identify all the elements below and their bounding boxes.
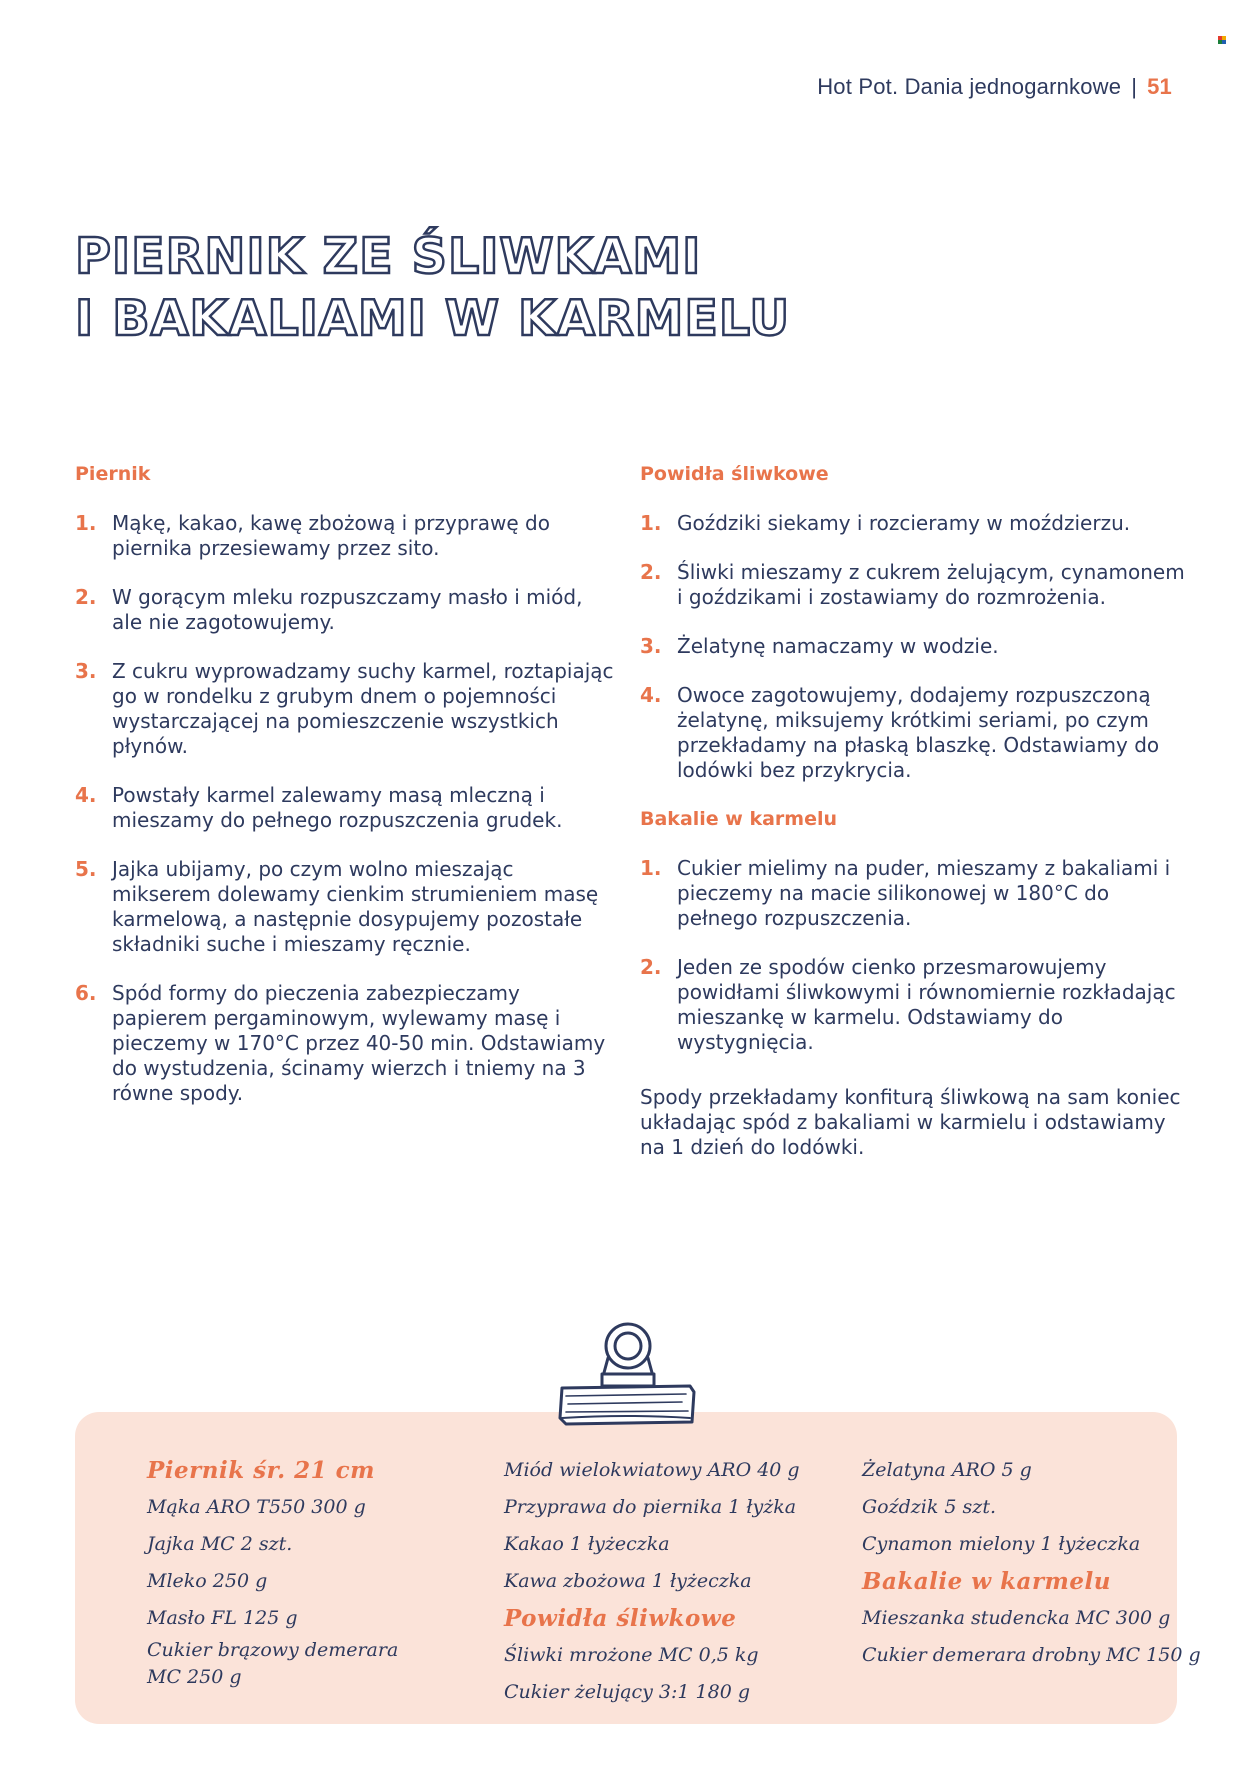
step-number: 4.	[75, 783, 97, 807]
step-item	[640, 955, 1185, 1055]
step-item	[75, 857, 615, 957]
ingredient-item: Jajka MC 2 szt.	[147, 1533, 293, 1555]
bakalie-steps	[640, 856, 1185, 1055]
step-item	[640, 856, 1185, 931]
right-column	[640, 460, 1185, 1180]
section-heading-piernik: Piernik	[75, 463, 151, 485]
step-item	[640, 683, 1185, 783]
ingredient-item: Mieszanka studencka MC 300 g	[862, 1607, 1171, 1629]
ingredient-item: Cukier brązowy demerara MC 250 g	[147, 1639, 399, 1688]
step-number: 3.	[640, 634, 662, 658]
step-item	[640, 511, 1185, 536]
recipe-title-line-2: I BAKALIAMI W KARMELU	[75, 290, 791, 347]
step-item	[75, 659, 615, 759]
header-section: Hot Pot. Dania jednogarnkowe	[817, 74, 1122, 99]
piernik-steps	[75, 511, 615, 1106]
ingredient-item: Żelatyna ARO 5 g	[862, 1459, 1032, 1481]
step-text: Powstały karmel zalewamy masą mleczną i mieszamy do pełnego rozpuszczenia grudek.	[112, 783, 563, 832]
ingredient-item: Cynamon mielony 1 łyżeczka	[862, 1533, 1141, 1555]
step-text: Jeden ze spodów cienko przesmarowujemy powidłami śliwkowymi i równomiernie rozkładając mieszankę w karmelu. Odstawiamy do wystygnięcia.	[677, 955, 1176, 1054]
recipe-title-line-1: PIERNIK ZE ŚLIWKAMI	[75, 228, 702, 285]
step-text: Goździki siekamy i rozcieramy w moździerzu.	[677, 511, 1131, 535]
step-text: Mąkę, kakao, kawę zbożową i przyprawę do piernika przesiewamy przez sito.	[112, 511, 550, 560]
page-number: 51	[1147, 74, 1172, 99]
step-text: Owoce zagotowujemy, dodajemy rozpuszczoną żelatynę, miksujemy krótkimi seriami, po czym przekładamy na płaską blaszkę. Odstawiamy do lodówki bez przykrycia.	[677, 683, 1160, 782]
step-text: Jajka ubijamy, po czym wolno mieszając mikserem dolewamy cienkim strumieniem masę karmelową, a następnie dosypujemy pozostałe składniki suche i mieszamy ręcznie.	[112, 857, 599, 956]
ingredient-item: Przyprawa do piernika 1 łyżka	[504, 1496, 797, 1518]
piernik-section	[75, 460, 615, 1130]
powidla-steps	[640, 511, 1185, 783]
step-item	[75, 981, 615, 1106]
ingredient-item: Śliwki mrożone MC 0,5 kg	[504, 1644, 759, 1666]
step-text: Śliwki mieszamy z cukrem żelującym, cynamonem i goździkami i zostawiamy do rozmrożenia.	[677, 560, 1185, 609]
step-number: 2.	[640, 955, 662, 979]
ingredients-col-1	[147, 1452, 427, 1691]
step-text: Żelatynę namaczamy w wodzie.	[677, 634, 999, 658]
step-text: Spód formy do pieczenia zabezpieczamy papierem pergaminowym, wylewamy masę i pieczemy w 170°C przez 40-50 min. Odstawiamy do wystudzenia, ścinamy wierzch i tniemy na 3 równe spody.	[112, 981, 606, 1105]
step-item	[640, 560, 1185, 610]
ingredients-col-2	[504, 1452, 800, 1711]
step-text: Z cukru wyprowadzamy suchy karmel, roztapiając go w rondelku z grubym dnem o pojemności wystarczającej na pomieszczenie wszystkich płynów.	[112, 659, 614, 758]
corner-color-mark	[1218, 36, 1228, 44]
step-item	[640, 634, 1185, 659]
ingredient-item: Kakao 1 łyżeczka	[504, 1533, 670, 1555]
step-number: 1.	[640, 511, 662, 535]
step-number: 5.	[75, 857, 97, 881]
section-heading-powidla: Powidła śliwkowe	[640, 463, 829, 485]
step-number: 3.	[75, 659, 97, 683]
section-heading-bakalie: Bakalie w karmelu	[640, 808, 838, 830]
step-number: 1.	[75, 511, 97, 535]
ingredient-item: Mleko 250 g	[147, 1570, 268, 1592]
step-number: 4.	[640, 683, 662, 707]
step-item	[75, 783, 615, 833]
step-item	[75, 511, 615, 561]
final-note: Spody przekładamy konfiturą śliwkową na sam koniec układając spód z bakaliami w karmielu i odstawiamy na 1 dzień do lodówki.	[640, 1085, 1181, 1159]
page-header	[817, 74, 1172, 100]
header-separator: |	[1131, 74, 1138, 99]
step-number: 1.	[640, 856, 662, 880]
step-text: W gorącym mleku rozpuszczamy masło i miód, ale nie zagotowujemy.	[112, 585, 583, 634]
step-text: Cukier mielimy na puder, mieszamy z bakaliami i pieczemy na macie silikonowej w 180°C do pełnego rozpuszczenia.	[677, 856, 1171, 930]
ingredient-item: Masło FL 125 g	[147, 1607, 298, 1629]
ingredients-heading: Bakalie w karmelu	[862, 1568, 1111, 1595]
ingredient-item: Cukier demerara drobny MC 150 g	[862, 1644, 1201, 1666]
ingredients-heading: Powidła śliwkowe	[504, 1605, 737, 1632]
step-item	[75, 585, 615, 635]
ingredient-item: Kawa zbożowa 1 łyżeczka	[504, 1570, 752, 1592]
ingredient-item: Cukier żelujący 3:1 180 g	[504, 1681, 751, 1703]
step-number: 2.	[75, 585, 97, 609]
binder-clip-icon	[558, 1318, 698, 1430]
ingredients-col-3	[862, 1452, 1201, 1674]
step-number: 2.	[640, 560, 662, 584]
recipe-title	[75, 226, 790, 350]
ingredient-item: Mąka ARO T550 300 g	[147, 1496, 366, 1518]
ingredient-item: Goździk 5 szt.	[862, 1496, 996, 1518]
ingredients-heading: Piernik śr. 21 cm	[147, 1457, 376, 1484]
ingredient-item: Miód wielokwiatowy ARO 40 g	[504, 1459, 800, 1481]
step-number: 6.	[75, 981, 97, 1005]
